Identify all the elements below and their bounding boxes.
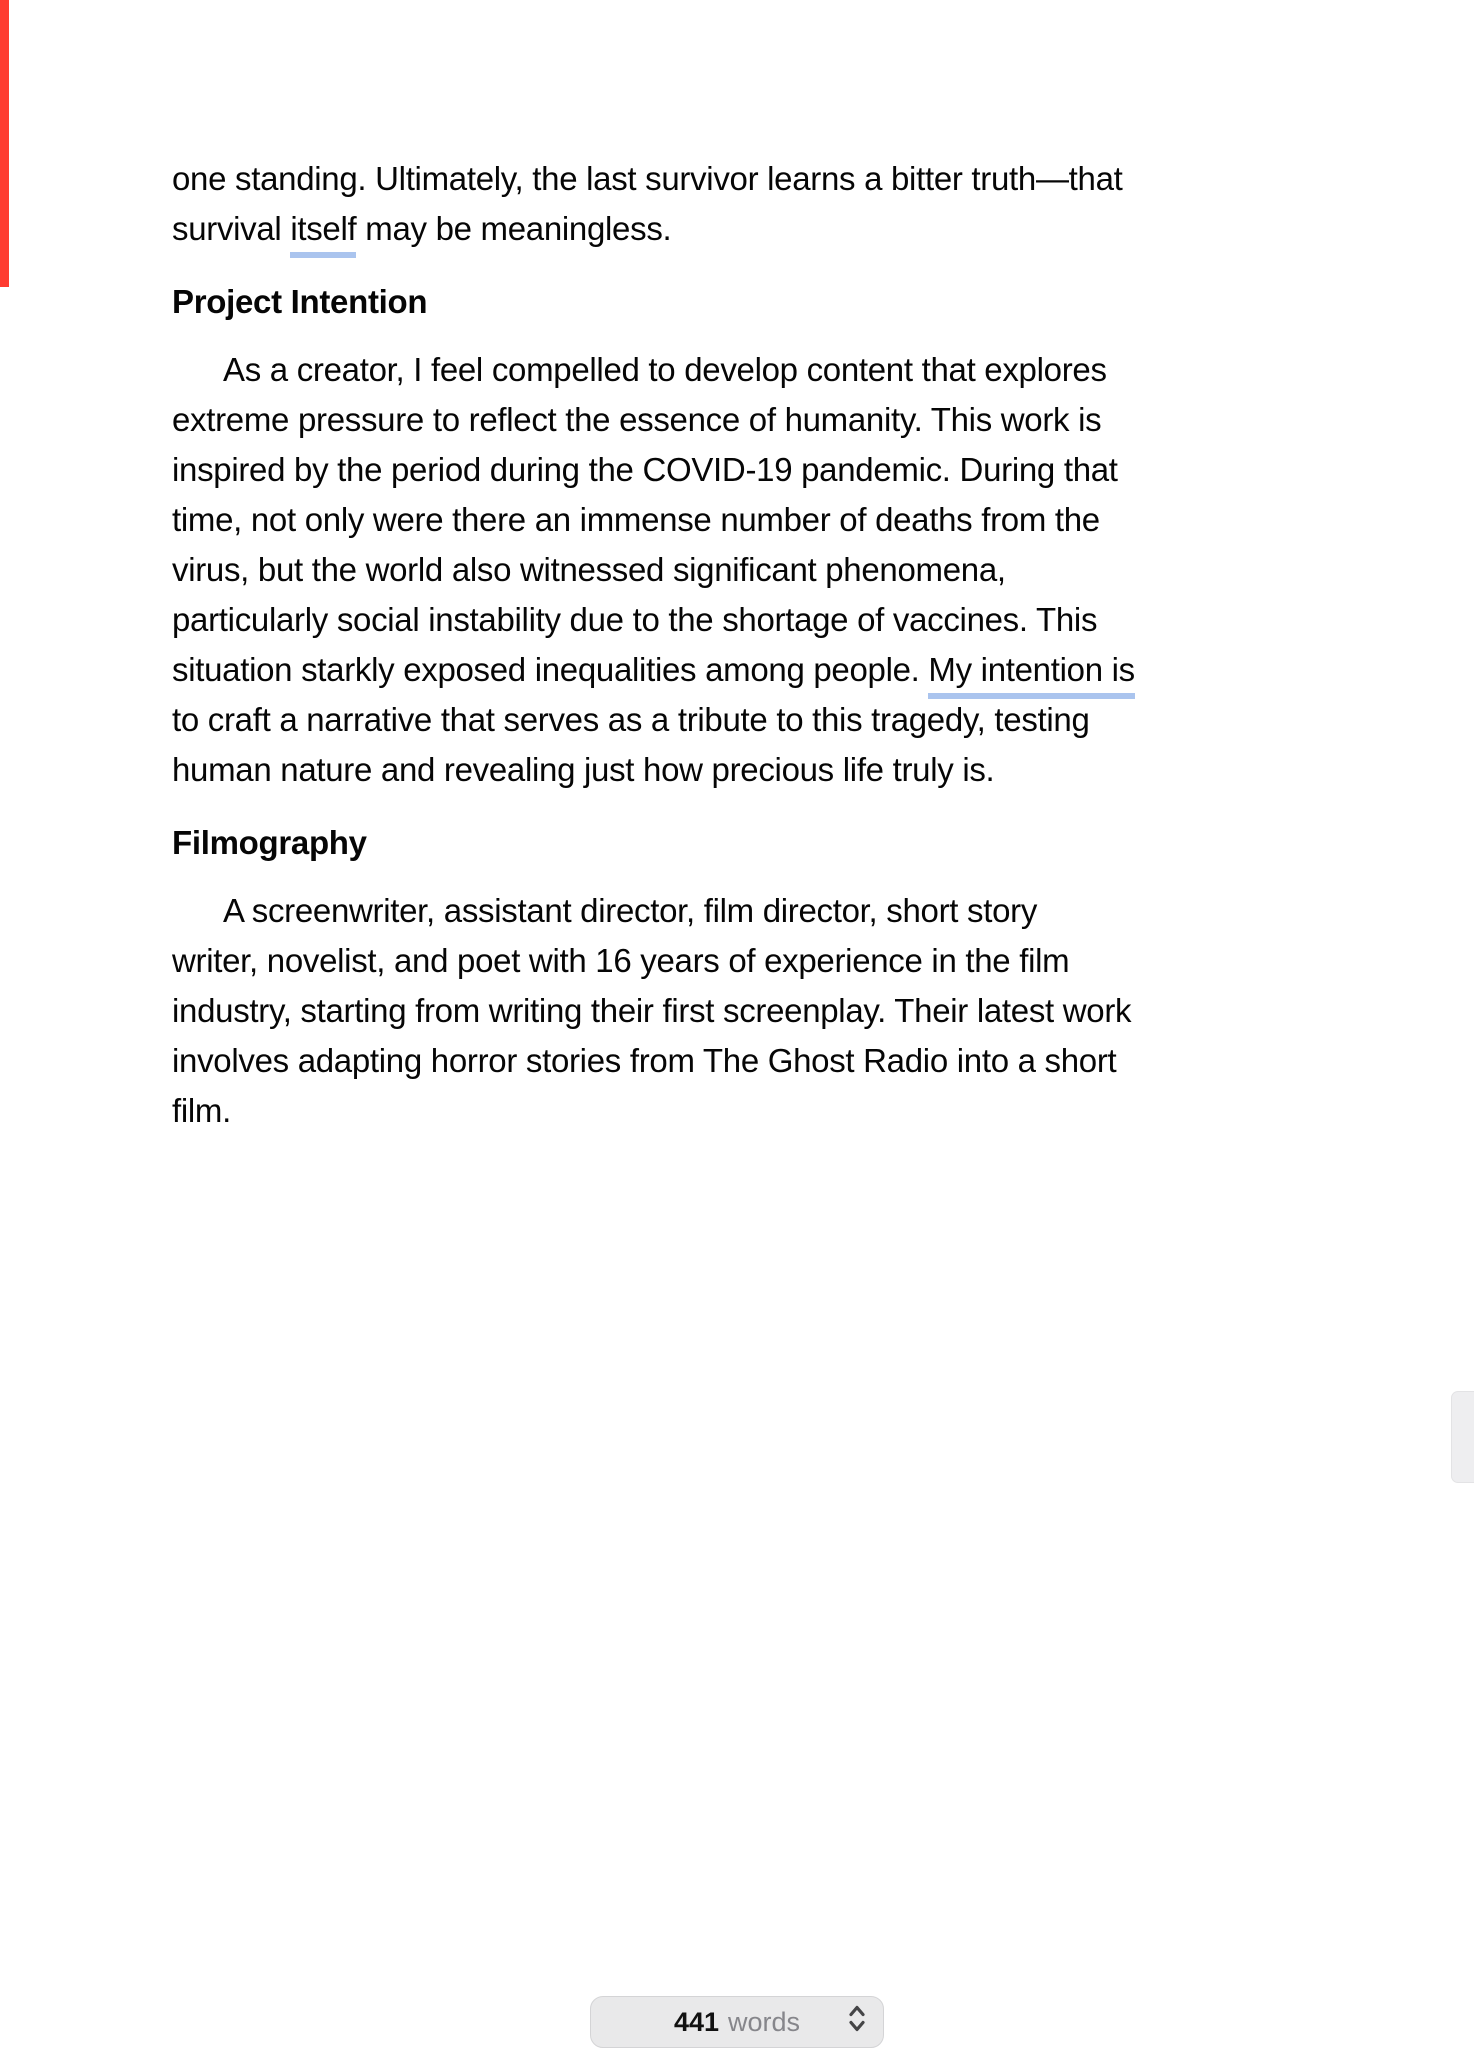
heading: Filmography [172,824,367,861]
scrollbar-thumb[interactable] [1451,1391,1474,1483]
text-line [172,1086,1332,1136]
up-down-chevron-icon [846,2003,868,2042]
text-segment: time, not only were there an immense number of deaths from the [172,501,1100,538]
text-segment: may be meaningless. [356,210,672,247]
word-count-button[interactable] [590,1996,884,2048]
text-segment: virus, but the world also witnessed significant phenomena, [172,551,1006,588]
text-line [172,695,1332,745]
text-segment: As a creator, I feel compelled to develop content that explores [223,351,1107,388]
text-line [172,886,1332,936]
word-count-unit: words [728,2006,801,2037]
word-count-value: 441 [673,2006,720,2037]
text-line [172,345,1332,395]
grammar-underlined-text: My intention is [928,651,1134,699]
text-segment: one standing. Ultimately, the last survivor learns a bitter truth—that [172,160,1123,197]
text-segment: industry, starting from writing their first screenplay. Their latest work [172,992,1132,1029]
text-line [172,1036,1332,1086]
text-line [172,204,1332,254]
text-segment: writer, novelist, and poet with 16 years of experience in the film [172,942,1070,979]
document-content[interactable] [172,154,1332,1159]
left-edge-red-strip [0,0,9,287]
text-line [172,745,1332,795]
text-line [172,645,1332,695]
paragraph [172,886,1332,1136]
text-segment: human nature and revealing just how precious life truly is. [172,751,995,788]
text-segment: extreme pressure to reflect the essence of humanity. This work is [172,401,1102,438]
text-line [172,395,1332,445]
text-line [172,495,1332,545]
text-segment: situation starkly exposed inequalities among people. [172,651,929,688]
text-segment: inspired by the period during the COVID-19 pandemic. During that [172,451,1118,488]
paragraph [172,345,1332,795]
text-segment: to craft a narrative that serves as a tribute to this tragedy, testing [172,701,1090,738]
heading: Project Intention [172,283,428,320]
text-line [172,445,1332,495]
text-segment: A screenwriter, assistant director, film director, short story [223,892,1038,929]
text-segment: survival [172,210,291,247]
text-line [172,986,1332,1036]
text-line [172,154,1332,204]
text-line [172,936,1332,986]
text-line [172,545,1332,595]
text-segment: particularly social instability due to the shortage of vaccines. This [172,601,1098,638]
text-segment: involves adapting horror stories from The Ghost Radio into a short [172,1042,1117,1079]
grammar-underlined-text: itself [290,210,356,258]
paragraph [172,154,1332,254]
text-line [172,595,1332,645]
text-segment: film. [172,1092,231,1129]
